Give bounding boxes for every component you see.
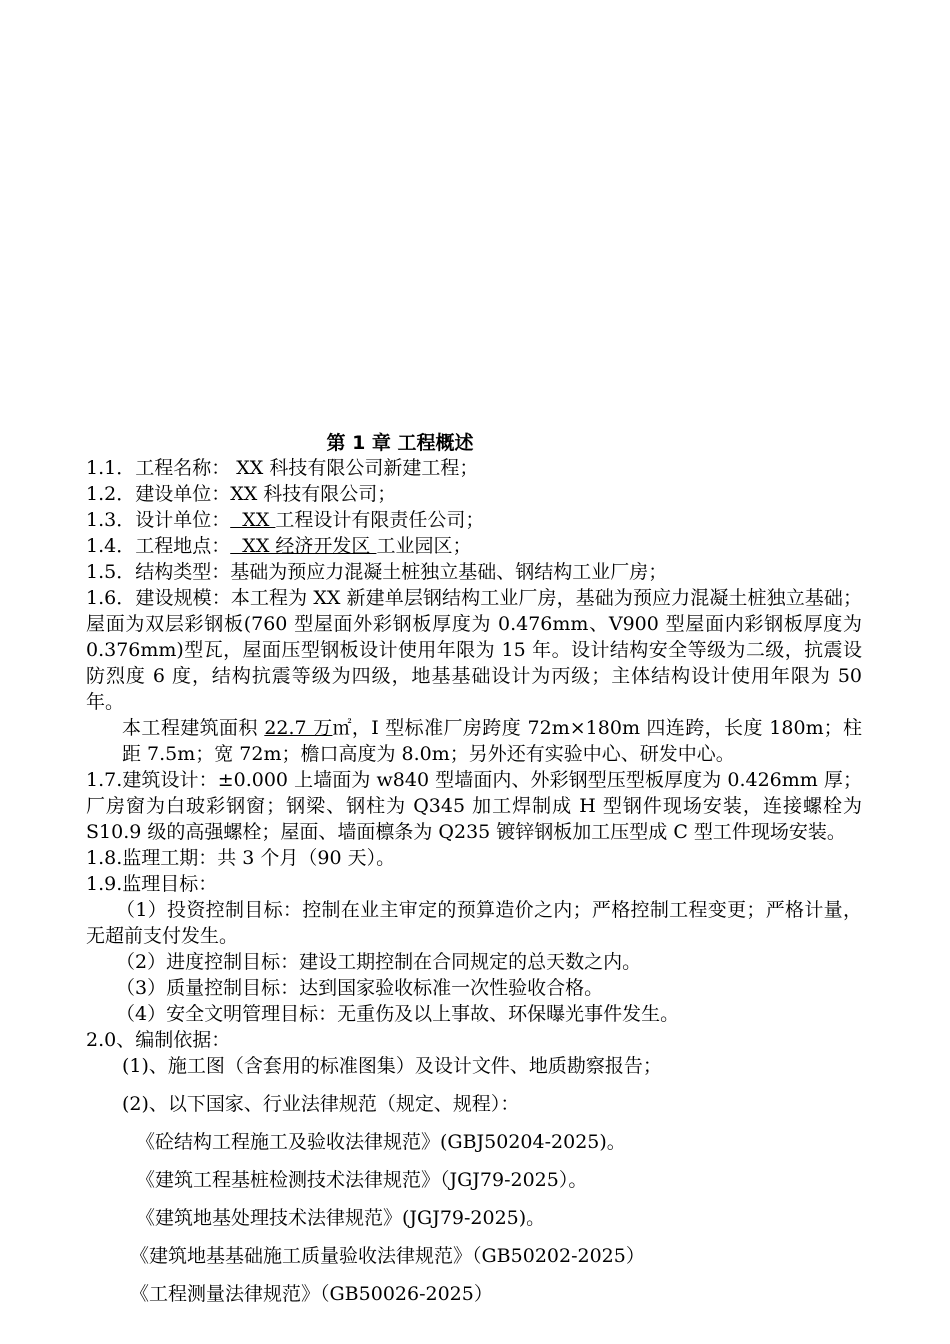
area-label: 本工程建筑面积 (122, 717, 265, 739)
goal-progress: （2）进度控制目标：建设工期控制在合同规定的总天数之内。 (116, 951, 642, 973)
item-location (86, 533, 862, 559)
goal-investment: （1）投资控制目标：控制在业主审定的预算造价之内；严格控制工程变更；严格计量，无超前支付发生。 (86, 899, 862, 947)
item-location-underlined: XX 经济开发区 (230, 535, 377, 557)
paragraph-area (86, 715, 862, 767)
ref-foundation-acceptance: 《建筑地基基础施工质量验收法律规范》（GB50202-2025） (130, 1245, 645, 1267)
area-rest: ㎡，I 型标准厂房跨度 72m×180m 四连跨，长度 180m；柱距 7.5m；宽 72m；檐口高度为 8.0m；另外还有实验中心、研发中心。 (122, 717, 862, 765)
goal-safety: （4）安全文明管理目标：无重伤及以上事故、环保曝光事件发生。 (116, 1003, 680, 1025)
item-structure-type: 1.5．结构类型：基础为预应力混凝土桩独立基础、钢结构工业厂房； (86, 561, 668, 583)
item-owner: 1.2．建设单位：XX 科技有限公司； (86, 483, 397, 505)
item-designer-label: 1.3．设计单位： (86, 509, 231, 531)
item-designer-rest: 工程设计有限责任公司； (275, 509, 485, 531)
item-goals: 1.9.监理目标： (86, 873, 218, 895)
goal-quality: （3）质量控制目标：达到国家验收标准一次性验收合格。 (116, 977, 604, 999)
item-location-label: 1.4．工程地点： (86, 535, 231, 557)
basis-drawings: (1)、施工图（含套用的标准图集）及设计文件、地质勘察报告； (122, 1055, 662, 1077)
document-body (86, 455, 862, 1307)
ref-foundation-treatment: 《建筑地基处理技术法律规范》(JGJ79-2025)。 (136, 1207, 546, 1229)
ref-concrete: 《砼结构工程施工及验收法律规范》(GBJ50204-2025)。 (136, 1131, 626, 1153)
chapter-title: 第 1 章 工程概述 (326, 432, 474, 454)
item-project-name: 1.1．工程名称： XX 科技有限公司新建工程； (86, 457, 479, 479)
item-designer-underlined: XX (230, 509, 276, 531)
item-architecture: 1.7.建筑设计：±0.000 上墙面为 w840 型墙面内、外彩钢型压型板厚度为 0.426mm 厚；厂房窗为白玻彩钢窗；钢梁、钢柱为 Q345 加工焊制成 H 型钢件现场安装，连接螺栓为 S10.9 级的高强螺栓；屋面、墙面檩条为 Q235 镀锌钢板加工压型成 C 型工件现场安装。 (86, 769, 862, 843)
item-location-rest: 工业园区； (376, 535, 472, 557)
ref-surveying: 《工程测量法律规范》（GB50026-2025） (130, 1283, 493, 1305)
area-value: 22.7 万 (264, 717, 333, 739)
ref-pile-testing: 《建筑工程基桩检测技术法律规范》（JGJ79-2025）。 (136, 1169, 588, 1191)
item-schedule: 1.8.监理工期：共 3 个月（90 天）。 (86, 847, 396, 869)
item-basis: 2.0、编制依据： (86, 1029, 231, 1051)
item-scale: 1.6．建设规模：本工程为 XX 新建单层钢结构工业厂房，基础为预应力混凝土桩独立基础；屋面为双层彩钢板(760 型屋面外彩钢板厚度为 0.476mm、V900 型屋面内彩钢板厚度为 0.376mm)型瓦，屋面压型钢板设计使用年限为 15 年。设计结构安全等级为二级，抗震设防烈度 6 度，结构抗震等级为四级，地基基础设计为丙级；主体结构设计使用年限为 50 年。 (86, 587, 862, 713)
item-designer (86, 507, 862, 533)
basis-regulations: (2)、以下国家、行业法律规范（规定、规程）： (122, 1093, 520, 1115)
